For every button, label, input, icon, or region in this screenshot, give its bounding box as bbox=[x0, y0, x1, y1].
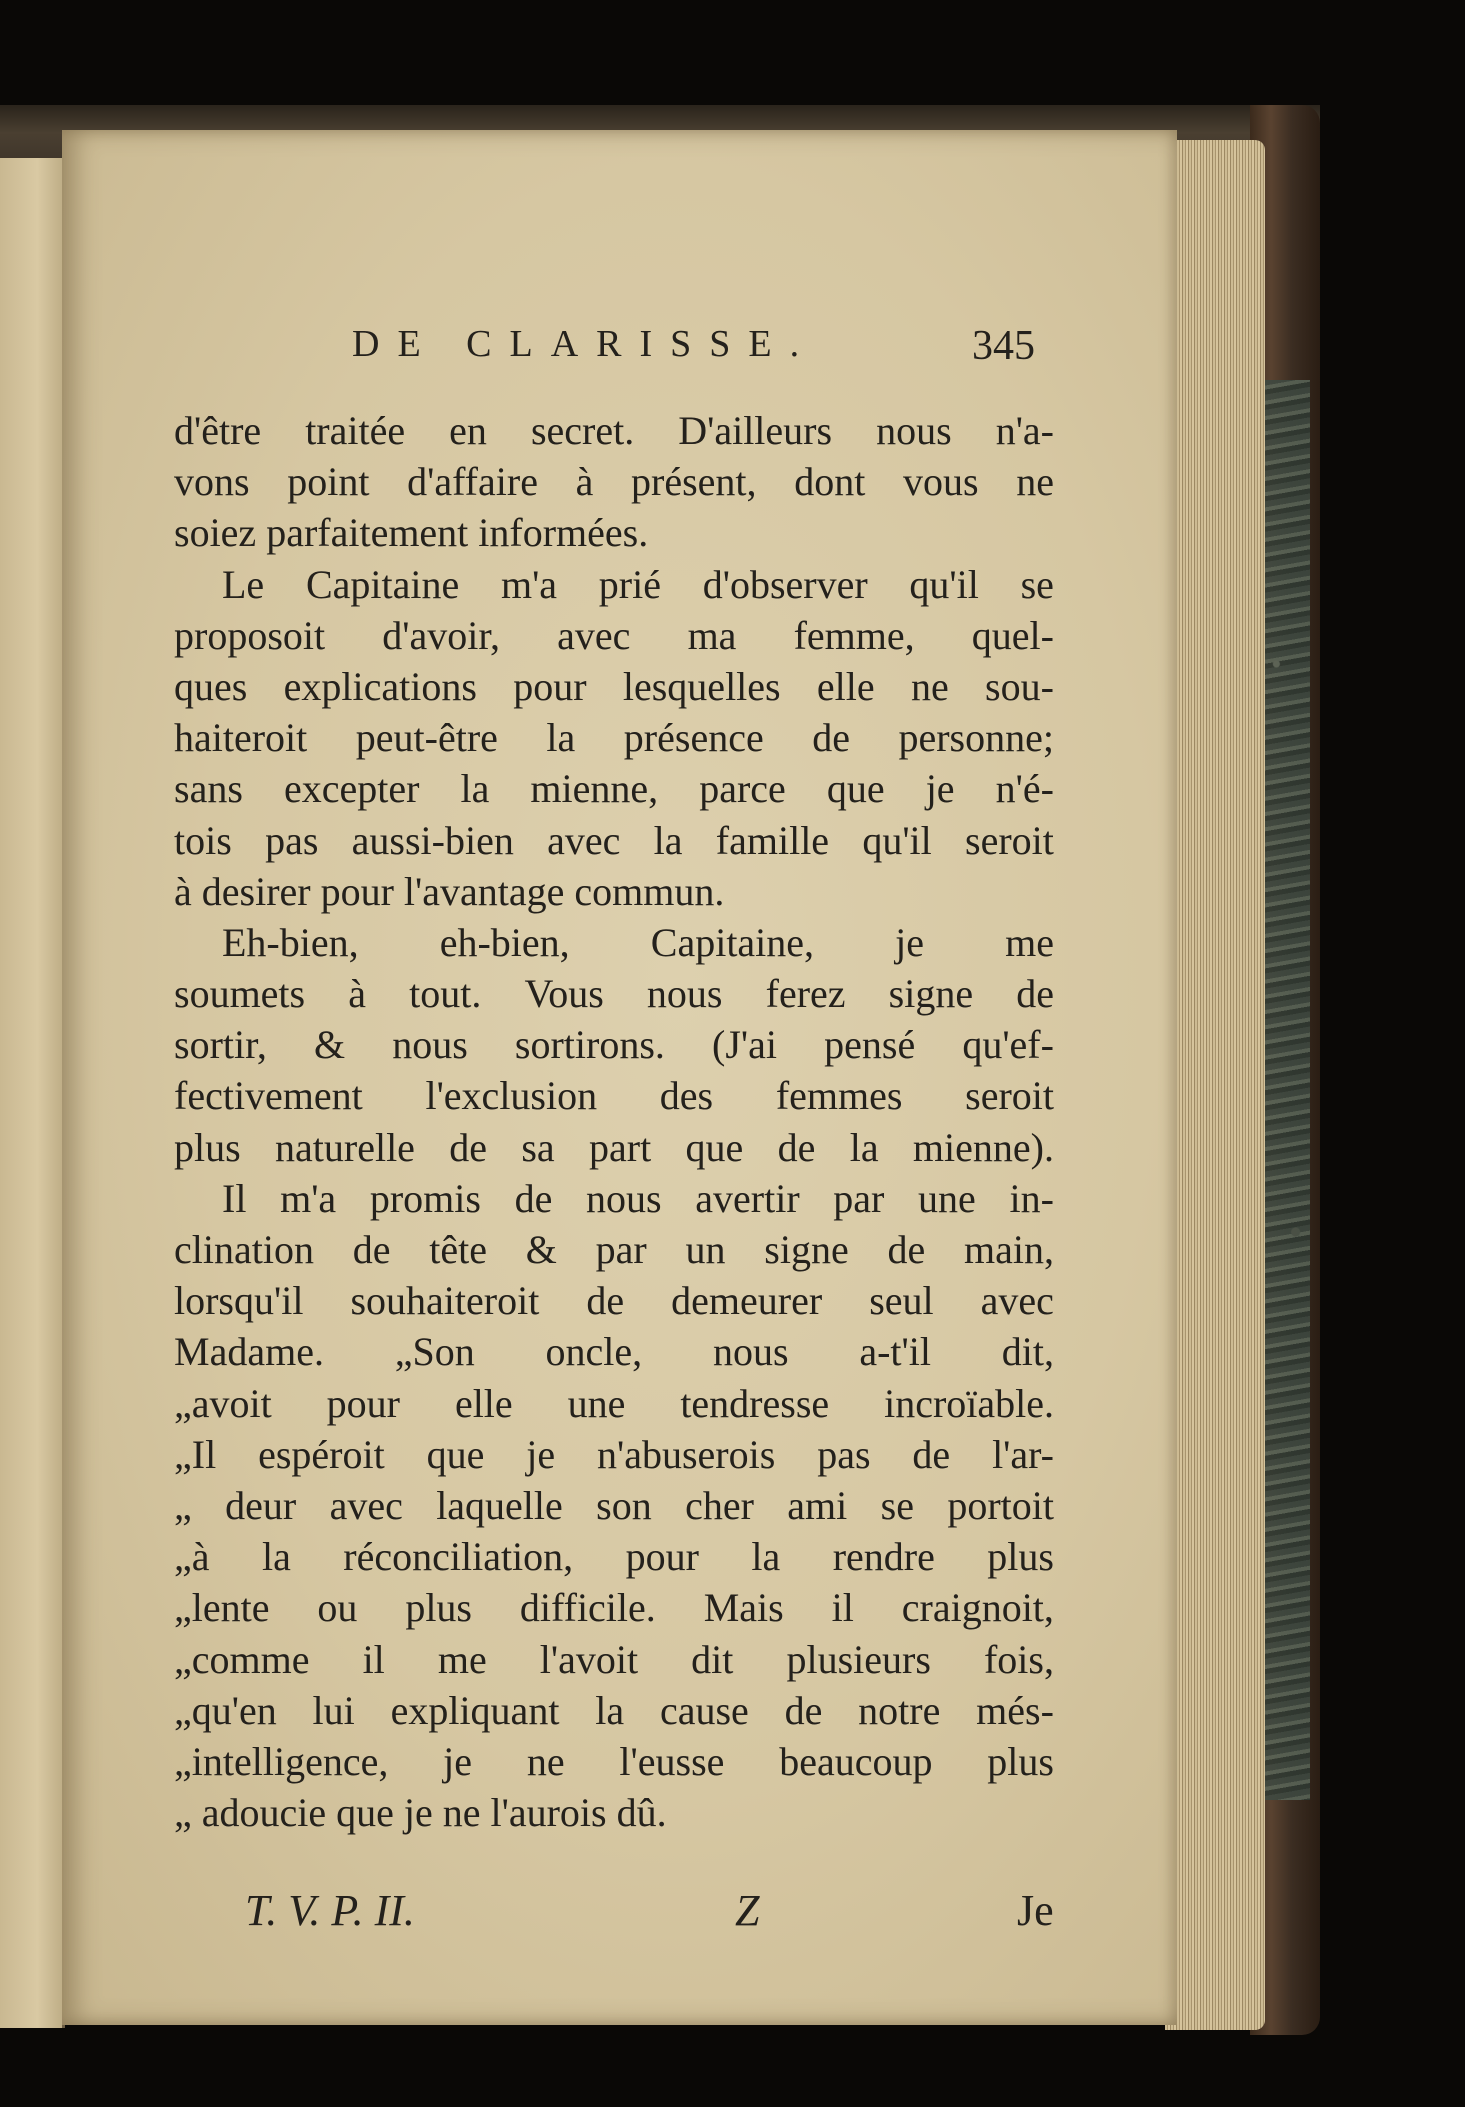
word: de bbox=[784, 1687, 823, 1733]
text-line bbox=[174, 1634, 1054, 1685]
word: plus bbox=[987, 1738, 1054, 1784]
word: notre bbox=[858, 1687, 941, 1733]
word: „lente bbox=[174, 1585, 270, 1631]
word: avec bbox=[329, 1482, 403, 1528]
word: de bbox=[887, 1227, 926, 1272]
text-line bbox=[174, 1224, 1054, 1275]
word: je bbox=[526, 1431, 556, 1477]
word: avec bbox=[547, 817, 621, 863]
word: secret. bbox=[530, 408, 635, 453]
word: portoit bbox=[947, 1482, 1054, 1528]
word: il bbox=[831, 1585, 854, 1631]
page-text bbox=[62, 130, 1177, 2025]
word: explications bbox=[283, 663, 477, 709]
word: nous bbox=[392, 1022, 468, 1068]
word: la bbox=[595, 1687, 625, 1733]
text-line bbox=[174, 1429, 1054, 1480]
word: présent, bbox=[631, 459, 757, 505]
word: lui bbox=[312, 1687, 355, 1733]
text-line bbox=[174, 1480, 1054, 1531]
word: „comme bbox=[174, 1636, 310, 1682]
text-line: à desirer pour l'avantage commun. bbox=[174, 868, 725, 914]
word: de bbox=[449, 1124, 488, 1170]
word: sou- bbox=[985, 663, 1054, 709]
catchword: Je bbox=[1017, 1886, 1054, 1935]
word: dit bbox=[691, 1636, 734, 1682]
text-line bbox=[174, 712, 1054, 763]
word: des bbox=[659, 1073, 714, 1119]
word: dont bbox=[794, 459, 866, 505]
word: haiteroit bbox=[174, 715, 308, 761]
word: pas bbox=[817, 1431, 871, 1477]
word: més- bbox=[976, 1687, 1054, 1733]
word: nous bbox=[586, 1175, 662, 1221]
word: m'a bbox=[280, 1175, 337, 1221]
word: vous bbox=[902, 459, 979, 505]
word: soumets bbox=[174, 971, 306, 1017]
text-line bbox=[174, 1531, 1054, 1582]
word: se bbox=[880, 1482, 914, 1528]
word: ferez bbox=[765, 971, 846, 1017]
text-line bbox=[174, 610, 1054, 661]
word: Il bbox=[222, 1175, 247, 1221]
text-line bbox=[174, 1019, 1054, 1070]
word: la bbox=[849, 1124, 879, 1170]
word: me bbox=[437, 1636, 487, 1682]
word: la bbox=[546, 715, 576, 761]
word: n'abuserois bbox=[597, 1431, 776, 1477]
word: me bbox=[1005, 919, 1054, 965]
word: n'é- bbox=[995, 766, 1054, 812]
word: se bbox=[1020, 561, 1054, 607]
word: Le bbox=[222, 561, 265, 607]
word: parce bbox=[699, 766, 786, 812]
word: tendresse bbox=[680, 1380, 830, 1426]
word: beaucoup bbox=[779, 1738, 933, 1784]
word: Capitaine bbox=[305, 561, 460, 607]
word: laquelle bbox=[436, 1482, 563, 1528]
word: main, bbox=[964, 1227, 1054, 1272]
word: l'eusse bbox=[619, 1738, 725, 1784]
word: nous bbox=[712, 1329, 789, 1375]
word: de bbox=[777, 1124, 816, 1170]
text-line bbox=[174, 456, 1054, 507]
word: Vous bbox=[524, 971, 604, 1017]
word: je bbox=[925, 766, 955, 812]
word: Madame. bbox=[174, 1329, 324, 1375]
word: espéroit bbox=[258, 1431, 385, 1477]
page-body bbox=[174, 405, 1054, 1838]
word: je bbox=[443, 1738, 473, 1784]
word: qu'il bbox=[909, 561, 979, 607]
word: fectivement bbox=[174, 1073, 363, 1119]
word: lesquelles bbox=[622, 663, 781, 709]
word: elle bbox=[816, 663, 875, 709]
word: par bbox=[833, 1175, 885, 1221]
word: signe bbox=[888, 971, 974, 1017]
word: avec bbox=[557, 612, 631, 658]
word: signe bbox=[764, 1227, 849, 1272]
word: la bbox=[460, 766, 490, 812]
word: seul bbox=[869, 1278, 934, 1324]
word: l'avoit bbox=[539, 1636, 639, 1682]
facing-page-edge bbox=[0, 158, 65, 2028]
signature-mark: T. V. P. II. bbox=[245, 1886, 415, 1935]
word: plusieurs bbox=[786, 1636, 931, 1682]
word: promis bbox=[369, 1175, 481, 1221]
text-line bbox=[174, 1275, 1054, 1326]
word: Mais bbox=[703, 1585, 784, 1631]
text-line bbox=[174, 1070, 1054, 1121]
word: traitée bbox=[305, 408, 406, 453]
word: sortir, bbox=[174, 1022, 267, 1068]
word: de bbox=[812, 715, 850, 761]
word: il bbox=[362, 1636, 385, 1682]
word: un bbox=[685, 1227, 726, 1272]
word: m'a bbox=[500, 561, 558, 607]
word: „intelligence, bbox=[174, 1738, 389, 1784]
word: aussi-bien bbox=[351, 817, 514, 863]
word: mienne, bbox=[530, 766, 659, 812]
text-line bbox=[174, 1378, 1054, 1429]
word: nous bbox=[646, 971, 723, 1017]
page-number: 345 bbox=[972, 323, 1035, 369]
word: naturelle bbox=[275, 1124, 415, 1170]
word: oncle, bbox=[545, 1329, 643, 1375]
page-fore-edges bbox=[1165, 140, 1265, 2030]
word: réconciliation, bbox=[343, 1534, 574, 1580]
word: deur bbox=[225, 1482, 297, 1528]
word: clination bbox=[174, 1227, 314, 1272]
word: part bbox=[589, 1124, 652, 1170]
word: mienne). bbox=[912, 1124, 1054, 1170]
word: prié bbox=[598, 561, 661, 607]
text-line: soiez parfaitement informées. bbox=[174, 510, 649, 556]
word: D'ailleurs bbox=[678, 408, 833, 453]
word: à bbox=[348, 971, 367, 1017]
word: d'avoir, bbox=[382, 612, 501, 658]
text-line bbox=[174, 1122, 1054, 1173]
word: qu'ef- bbox=[962, 1022, 1054, 1068]
word: qu'il bbox=[862, 817, 932, 863]
word: demeurer bbox=[671, 1278, 823, 1324]
word: une bbox=[567, 1380, 626, 1426]
text-line bbox=[174, 1685, 1054, 1736]
word: expliquant bbox=[390, 1687, 560, 1733]
text-line: „ adoucie que je ne l'aurois dû. bbox=[174, 1790, 667, 1836]
word: plus bbox=[174, 1124, 241, 1170]
word: cher bbox=[685, 1482, 754, 1528]
word: avec bbox=[980, 1278, 1054, 1324]
word: ma bbox=[687, 612, 737, 658]
word: incroïable. bbox=[884, 1380, 1054, 1426]
word: ne bbox=[910, 663, 949, 709]
word: (J'ai bbox=[712, 1022, 778, 1068]
word: la bbox=[653, 817, 683, 863]
word: tête bbox=[429, 1227, 487, 1272]
word: seroit bbox=[965, 817, 1054, 863]
gathering-letter: Z bbox=[735, 1886, 760, 1935]
word: femme, bbox=[793, 612, 915, 658]
word: fois, bbox=[983, 1636, 1054, 1682]
text-line bbox=[174, 405, 1054, 456]
word: elle bbox=[454, 1380, 513, 1426]
word: d'affaire bbox=[407, 459, 538, 505]
word: en bbox=[449, 408, 487, 453]
text-line bbox=[174, 559, 1054, 610]
word: proposoit bbox=[174, 612, 326, 658]
word: „Il bbox=[174, 1431, 217, 1477]
text-line bbox=[174, 1582, 1054, 1633]
word: pas bbox=[265, 817, 319, 863]
word: ami bbox=[787, 1482, 848, 1528]
word: dit, bbox=[1001, 1329, 1054, 1375]
word: plus bbox=[987, 1534, 1054, 1580]
text-line bbox=[174, 968, 1054, 1019]
marbled-cover bbox=[1262, 380, 1310, 1800]
word: son bbox=[596, 1482, 652, 1528]
word: pensé bbox=[824, 1022, 916, 1068]
word: de bbox=[912, 1431, 951, 1477]
word: & bbox=[525, 1227, 557, 1272]
word: ou bbox=[317, 1585, 358, 1631]
word: difficile. bbox=[519, 1585, 656, 1631]
word: femmes bbox=[775, 1073, 903, 1119]
word: „Son bbox=[394, 1329, 475, 1375]
word: n'a- bbox=[995, 408, 1054, 453]
word: l'ar- bbox=[992, 1431, 1054, 1477]
word: de bbox=[1016, 971, 1054, 1017]
word: peut-être bbox=[355, 715, 498, 761]
word: point bbox=[287, 459, 370, 505]
word: avertir bbox=[695, 1175, 800, 1221]
word: ne bbox=[1016, 459, 1054, 505]
word: de bbox=[514, 1175, 553, 1221]
word: une bbox=[918, 1175, 976, 1221]
word: tois bbox=[174, 817, 232, 863]
text-line bbox=[174, 1736, 1054, 1787]
word: sortirons. bbox=[514, 1022, 665, 1068]
word: que bbox=[685, 1124, 744, 1170]
text-line bbox=[174, 661, 1054, 712]
word: que bbox=[826, 766, 885, 812]
word: d'observer bbox=[702, 561, 868, 607]
word: l'exclusion bbox=[425, 1073, 598, 1119]
word: d'être bbox=[174, 408, 262, 453]
word: à bbox=[575, 459, 594, 505]
word: pour bbox=[513, 663, 587, 709]
word: plus bbox=[405, 1585, 472, 1631]
word: personne; bbox=[898, 715, 1054, 761]
word: seroit bbox=[965, 1073, 1054, 1119]
word: „à bbox=[174, 1534, 210, 1580]
book-page bbox=[62, 130, 1177, 2025]
word: craignoit, bbox=[901, 1585, 1054, 1631]
text-line bbox=[174, 763, 1054, 814]
word: famille bbox=[715, 817, 830, 863]
word: de bbox=[352, 1227, 391, 1272]
word: excepter bbox=[283, 766, 420, 812]
running-head: DE CLARISSE. bbox=[352, 323, 818, 365]
word: a-t'il bbox=[859, 1329, 931, 1375]
word: tout. bbox=[409, 971, 482, 1017]
word: pour bbox=[625, 1534, 699, 1580]
text-line bbox=[174, 1326, 1054, 1377]
text-line bbox=[174, 815, 1054, 866]
word: pour bbox=[326, 1380, 400, 1426]
word: ques bbox=[174, 663, 248, 709]
word: in- bbox=[1009, 1175, 1054, 1221]
word: nous bbox=[876, 408, 952, 453]
text-line bbox=[174, 917, 1054, 968]
word: ne bbox=[526, 1738, 565, 1784]
word: eh-bien, bbox=[439, 919, 570, 965]
word: Capitaine, bbox=[650, 919, 815, 965]
word: „ bbox=[174, 1482, 192, 1528]
word: rendre bbox=[832, 1534, 935, 1580]
word: la bbox=[751, 1534, 781, 1580]
word: „avoit bbox=[174, 1380, 272, 1426]
word: sa bbox=[521, 1124, 555, 1170]
text-line bbox=[174, 1173, 1054, 1224]
word: que bbox=[426, 1431, 485, 1477]
word: Eh-bien, bbox=[222, 919, 359, 965]
word: souhaiteroit bbox=[350, 1278, 540, 1324]
word: sans bbox=[174, 766, 243, 812]
word: je bbox=[895, 919, 925, 965]
word: quel- bbox=[971, 612, 1054, 658]
word: la bbox=[261, 1534, 291, 1580]
word: „qu'en bbox=[174, 1687, 277, 1733]
word: cause bbox=[659, 1687, 749, 1733]
word: lorsqu'il bbox=[174, 1278, 304, 1324]
word: de bbox=[586, 1278, 625, 1324]
word: par bbox=[595, 1227, 647, 1272]
word: vons bbox=[174, 459, 250, 505]
word: & bbox=[313, 1022, 346, 1068]
word: présence bbox=[623, 715, 764, 761]
